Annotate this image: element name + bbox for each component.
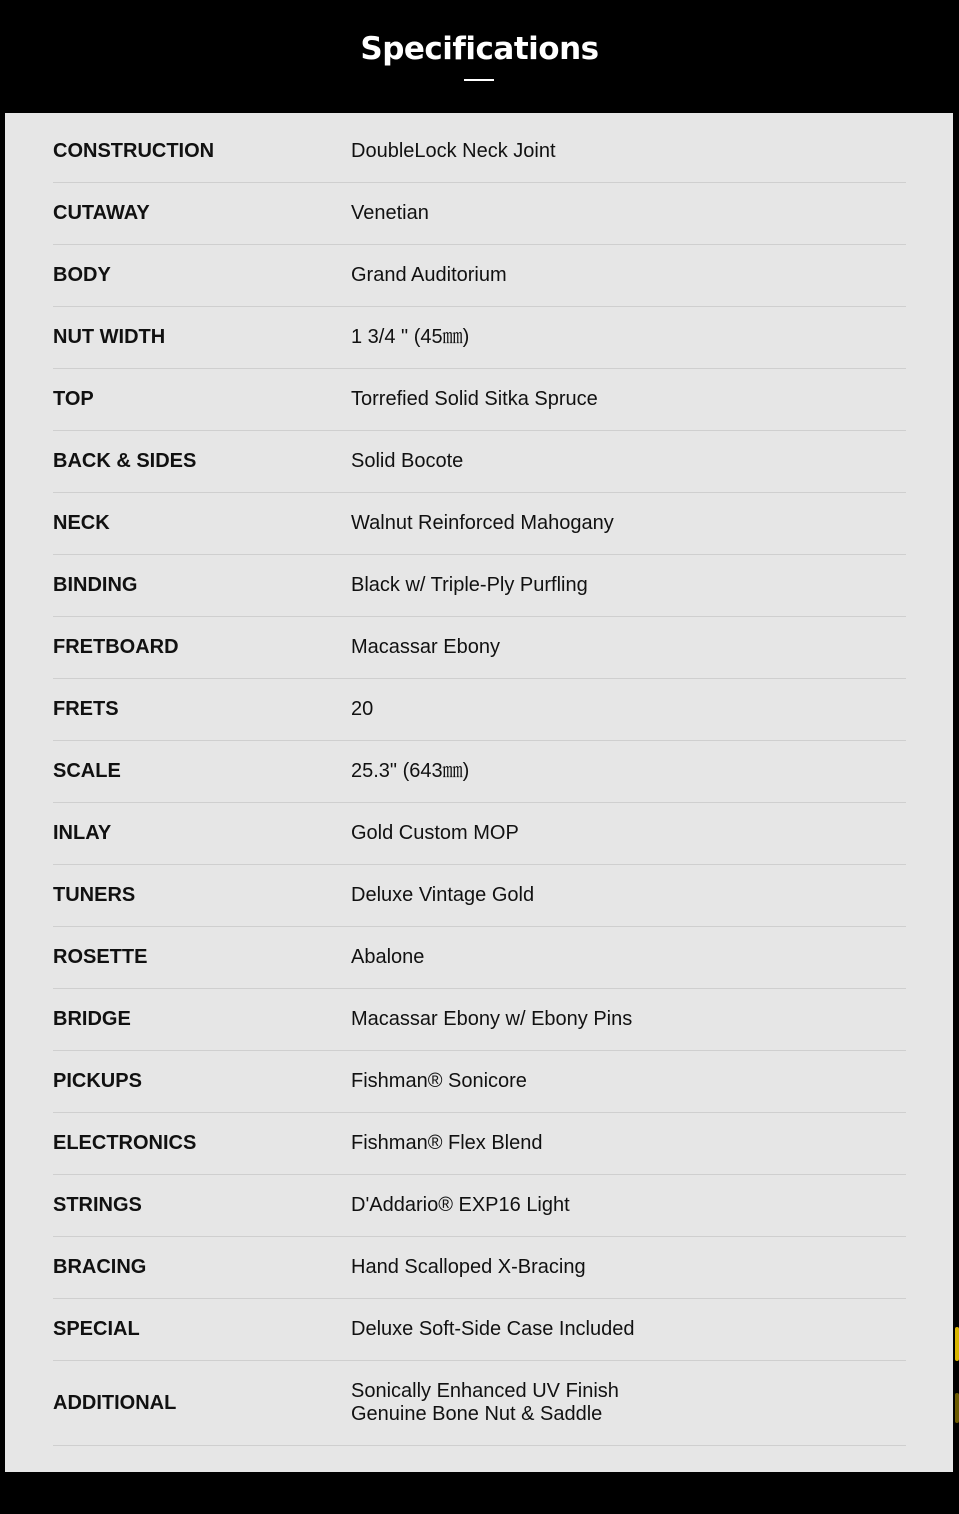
edge-tab-marker: [955, 1393, 959, 1423]
spec-label: TUNERS: [53, 884, 136, 906]
spec-value: Abalone: [351, 946, 425, 968]
spec-label: BINDING: [53, 574, 138, 596]
spec-label: SCALE: [53, 760, 121, 782]
spec-row-cutaway: [53, 183, 906, 245]
spec-label: BACK & SIDES: [53, 450, 197, 472]
spec-value: 25.3" (643㎜): [351, 760, 470, 782]
spec-row-construction: [53, 121, 906, 183]
spec-row-back-sides: [53, 431, 906, 493]
spec-value: Gold Custom MOP: [351, 822, 519, 844]
spec-label: BRACING: [53, 1256, 147, 1278]
spec-row-tuners: [53, 865, 906, 927]
spec-row-nut-width: [53, 307, 906, 369]
spec-row-neck: [53, 493, 906, 555]
specifications-panel: [5, 113, 953, 1472]
spec-value: Fishman® Flex Blend: [351, 1132, 543, 1154]
spec-value: Grand Auditorium: [351, 264, 507, 286]
spec-row-top: [53, 369, 906, 431]
spec-value: Walnut Reinforced Mahogany: [351, 512, 614, 534]
spec-label: SPECIAL: [53, 1318, 140, 1340]
spec-value: [351, 1361, 906, 1445]
spec-row-special: [53, 1299, 906, 1361]
spec-row-bridge: [53, 989, 906, 1051]
spec-value: Solid Bocote: [351, 450, 464, 472]
spec-row-frets: [53, 679, 906, 741]
spec-row-body: [53, 245, 906, 307]
spec-value-line: Genuine Bone Nut & Saddle: [351, 1403, 603, 1425]
spec-label: ELECTRONICS: [53, 1132, 197, 1154]
spec-row-binding: [53, 555, 906, 617]
spec-row-inlay: [53, 803, 906, 865]
spec-value: Torrefied Solid Sitka Spruce: [351, 388, 598, 410]
spec-value: Black w/ Triple-Ply Purfling: [351, 574, 588, 596]
spec-row-fretboard: [53, 617, 906, 679]
spec-label: NECK: [53, 512, 110, 534]
spec-table: [53, 121, 906, 1446]
spec-label: PICKUPS: [53, 1070, 142, 1092]
spec-value-lines: [351, 1380, 619, 1426]
spec-value: Venetian: [351, 202, 429, 224]
spec-row-strings: [53, 1175, 906, 1237]
spec-label: CONSTRUCTION: [53, 140, 215, 162]
page-title: Specifications: [360, 31, 599, 67]
spec-label: TOP: [53, 388, 94, 410]
spec-label: FRETS: [53, 698, 119, 720]
spec-value: D'Addario® EXP16 Light: [351, 1194, 570, 1216]
spec-value: Fishman® Sonicore: [351, 1070, 527, 1092]
spec-row-scale: [53, 741, 906, 803]
spec-value: Deluxe Soft-Side Case Included: [351, 1318, 635, 1340]
spec-value: 20: [351, 698, 374, 720]
spec-row-bracing: [53, 1237, 906, 1299]
spec-value: Macassar Ebony: [351, 636, 500, 658]
spec-value: 1 3/4 " (45㎜): [351, 326, 470, 348]
edge-tab-marker: [955, 1327, 959, 1361]
spec-value: Hand Scalloped X-Bracing: [351, 1256, 586, 1278]
spec-label: CUTAWAY: [53, 202, 150, 224]
spec-row-electronics: [53, 1113, 906, 1175]
spec-row-additional: [53, 1361, 906, 1446]
spec-value: Deluxe Vintage Gold: [351, 884, 535, 906]
spec-value-line: Sonically Enhanced UV Finish: [351, 1380, 619, 1402]
spec-label: ADDITIONAL: [53, 1391, 177, 1414]
spec-label: STRINGS: [53, 1194, 142, 1216]
spec-label: ROSETTE: [53, 946, 148, 968]
spec-value: DoubleLock Neck Joint: [351, 140, 556, 162]
spec-label: NUT WIDTH: [53, 326, 166, 348]
spec-label: BODY: [53, 264, 111, 286]
title-underline: [464, 79, 494, 81]
spec-value: Macassar Ebony w/ Ebony Pins: [351, 1008, 633, 1030]
spec-label: INLAY: [53, 822, 112, 844]
spec-row-rosette: [53, 927, 906, 989]
spec-label: FRETBOARD: [53, 636, 179, 658]
spec-label: BRIDGE: [53, 1008, 131, 1030]
spec-row-pickups: [53, 1051, 906, 1113]
specifications-header: [0, 0, 959, 113]
